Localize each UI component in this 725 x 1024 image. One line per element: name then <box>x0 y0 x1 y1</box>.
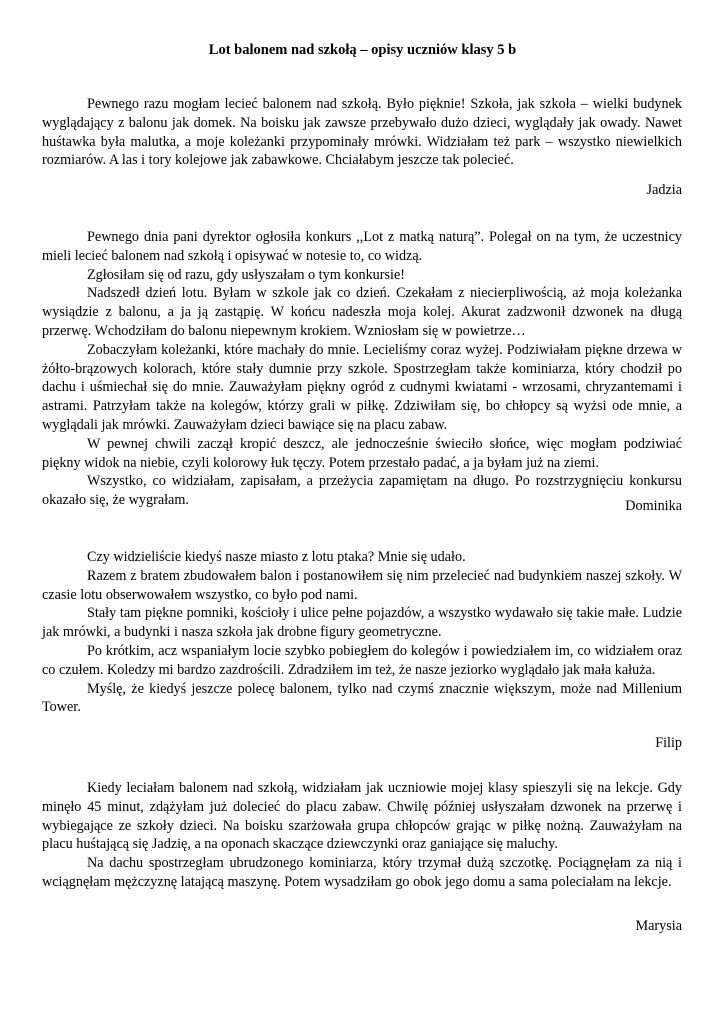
essay-paragraph: Pewnego razu mogłam lecieć balonem nad szkołą. Było pięknie! Szkoła, jak szkoła – wielki budynek wyglądający z balonu jak domek. Na boisku jak zawsze przebywało dużo dzieci, wyglądały jak owady. Nawet huśtawka była malutka, a moje koleżanki przypominały mrówki. Widziałam też park – wszystko niewielkich rozmiarów. A las i tory kolejowe jak zabawkowe. Chciałabym jeszcze tak polecieć. <box>42 96 682 169</box>
author-signature: Filip <box>655 735 682 751</box>
essay-jadzia <box>42 95 682 170</box>
essay-paragraph: Razem z bratem zbudowałem balon i postanowiłem się nim przelecieć nad budynkiem naszej szkoły. W czasie lotu obserwowałem wszystko, co było pod nami. <box>42 567 682 603</box>
essay-marysia <box>42 779 682 892</box>
essay-paragraph: W pewnej chwili zaczął kropić deszcz, ale jednocześnie świeciło słońce, więc mogłam podziwiać piękny widok na niebie, czyli kolorowy łuk tęczy. Potem przestało padać, a ja byłam już na ziemi. <box>42 435 682 471</box>
essay-paragraph: Nadszedł dzień lotu. Byłam w szkole jak co dzień. Czekałam z niecierpliwością, aż moja koleżanka wysiądzie z balonu, a ja ją zastąpię. W końcu nadeszła moja kolej. Akurat zadzwonił dzwonek na długą przerwę. Wchodziłam do balonu niepewnym krokiem. Wzniosłam się w powietrze… <box>42 285 682 339</box>
essay-paragraph: Myślę, że kiedyś jeszcze polecę balonem, tylko nad czymś znacznie większym, może nad Millenium Tower. <box>42 680 682 716</box>
essay-paragraph: Zobaczyłam koleżanki, które machały do mnie. Lecieliśmy coraz wyżej. Podziwiałam piękne drzewa w żółto-brązowych kolorach, które stały dumnie przy szkole. Spostrzegłam także kominiarza, który chodził po dachu i uśmiechał się do mnie. Zauważyłam piękny ogród z cudnymi kwiatami - wrzosami, chryzantemami i astrami. Patrzyłam także na kolegów, którzy grali w piłkę. Zdziwiłam się, bo chłopcy są wyżsi ode mnie, a wyglądali jak mrówki. Zauważyłam dzieci bawiące się na placu zabaw. <box>42 341 682 433</box>
author-signature: Dominika <box>625 498 682 514</box>
page-title: Lot balonem nad szkołą – opisy uczniów klasy 5 b <box>208 42 517 58</box>
essay-dominika <box>42 228 682 510</box>
essay-paragraph: Czy widzieliście kiedyś nasze miasto z lotu ptaka? Mnie się udało. <box>87 549 466 565</box>
author-signature: Jadzia <box>646 182 682 198</box>
essay-paragraph: Wszystko, co widziałam, zapisałam, a przeżycia zapamiętam na długo. Po rozstrzygnięciu konkursu okazało się, że wygrałam. <box>42 473 682 509</box>
essay-paragraph: Na dachu spostrzegłam ubrudzonego kominiarza, który trzymał dużą szczotkę. Pociągnęłam za nią i wciągnęłam mężczyznę latającą maszynę. Potem wysadziłam go obok jego domu a sama poleciałam na lekcje. <box>42 855 682 890</box>
essay-paragraph: Po krótkim, acz wspaniałym locie szybko pobiegłem do kolegów i powiedziałem im, co widziałem oraz co czułem. Koledzy mi bardzo zazdrościli. Zdradziłem im też, że nasze jeziorko wyglądało jak mała kałuża. <box>42 642 682 678</box>
essay-paragraph: Pewnego dnia pani dyrektor ogłosiła konkurs ,,Lot z matką naturą”. Polegał on na tym, że uczestnicy mieli lecieć balonem nad szkołą i opisywać w notesie to, co widzą. <box>42 229 682 264</box>
essay-paragraph: Kiedy leciałam balonem nad szkołą, widziałam jak uczniowie mojej klasy spieszyli się na lekcje. Gdy minęło 45 minut, zdążyłam już dolecieć do placu zabaw. Chwilę później usłyszałam dzwonek na przerwę i wybiegające ze szkoły dzieci. Na boisku szarżowała grupa chłopców grając w piłkę nożną. Zauważyłam na placu huśtającą się Jadzię, a na oponach skaczące dziewczynki oraz ganiające się maluchy. <box>42 780 682 853</box>
essay-filip <box>42 548 682 717</box>
author-signature: Marysia <box>635 918 682 934</box>
essay-paragraph: Stały tam piękne pomniki, kościoły i ulice pełne pojazdów, a wszystko wydawało się takie małe. Ludzie jak mrówki, a budynki i nasza szkoła jak drobne figury geometryczne. <box>42 605 682 641</box>
essay-paragraph: Zgłosiłam się od razu, gdy usłyszałam o tym konkursie! <box>87 266 405 283</box>
